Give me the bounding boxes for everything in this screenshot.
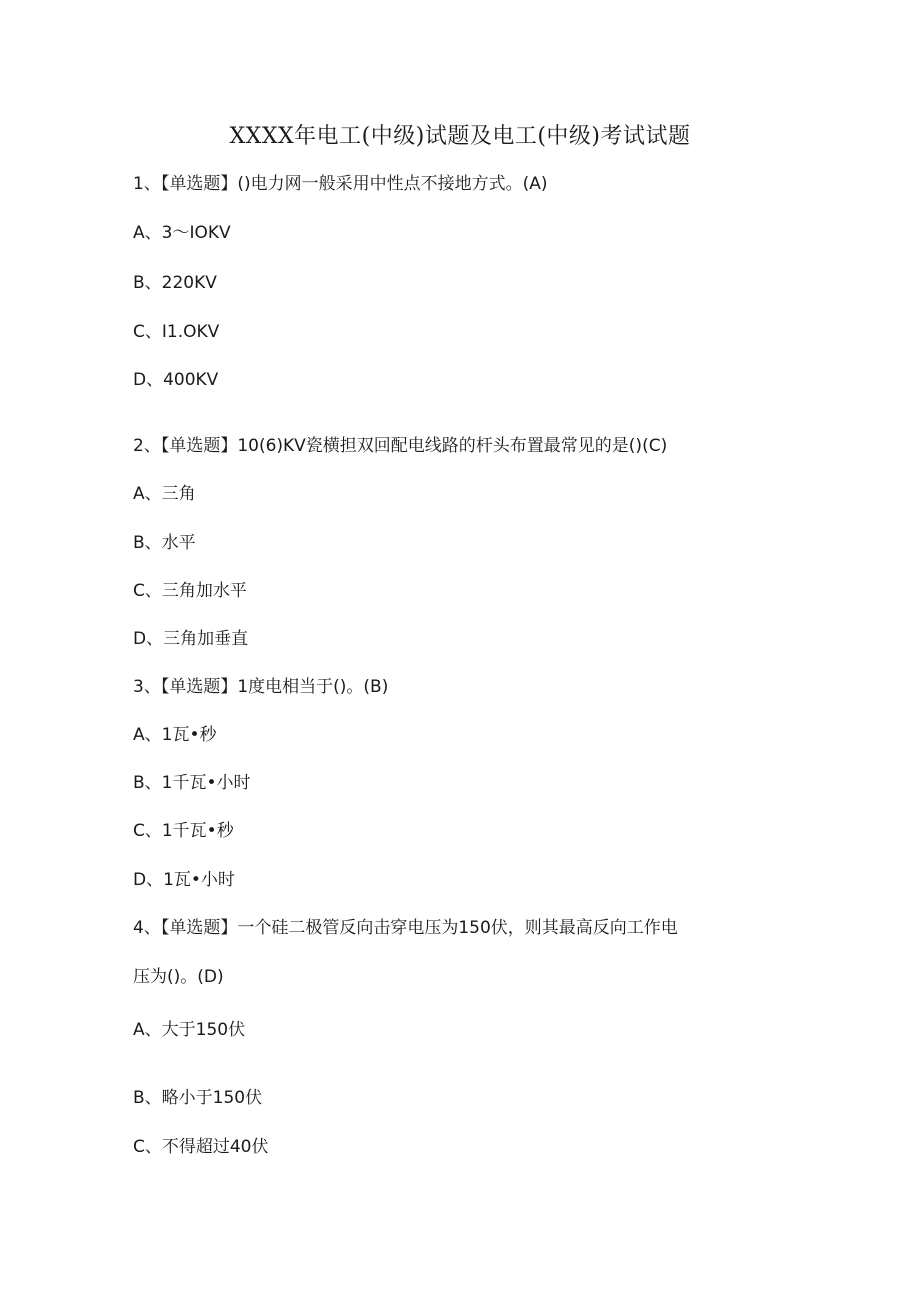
question-3-option-d: D、1瓦•小时 bbox=[133, 870, 235, 890]
question-1-option-b: B、220KV bbox=[133, 273, 217, 293]
question-1-stem: 1、【单选题】()电力网一般采用中性点不接地方式。(A) bbox=[133, 174, 548, 194]
question-1-option-a: A、3～IOKV bbox=[133, 223, 231, 243]
question-3-option-a: A、1瓦•秒 bbox=[133, 725, 217, 745]
question-4-option-b: B、略小于150伏 bbox=[133, 1088, 263, 1108]
question-4-stem-line-1: 4、【单选题】一个硅二极管反向击穿电压为150伏，则其最高反向工作电 bbox=[133, 918, 678, 938]
question-2-option-c: C、三角加水平 bbox=[133, 581, 247, 601]
question-3-option-c: C、1千瓦•秒 bbox=[133, 821, 234, 841]
question-2-stem: 2、【单选题】10(6)KV瓷横担双回配电线路的杆头布置最常见的是()(C) bbox=[133, 436, 668, 456]
question-3-stem: 3、【单选题】1度电相当于()。(B) bbox=[133, 677, 389, 697]
question-2-option-d: D、三角加垂直 bbox=[133, 629, 249, 649]
question-4-option-c: C、不得超过40伏 bbox=[133, 1137, 269, 1157]
question-3-option-b: B、1千瓦•小时 bbox=[133, 773, 251, 793]
question-2-option-a: A、三角 bbox=[133, 484, 196, 504]
question-4-stem-line-2: 压为()。(D) bbox=[133, 967, 224, 987]
question-4-option-a: A、大于150伏 bbox=[133, 1020, 246, 1040]
question-1-option-d: D、400KV bbox=[133, 370, 219, 390]
question-1-option-c: C、I1.OKV bbox=[133, 322, 220, 342]
document-title: XXXX年电工(中级)试题及电工(中级)考试试题 bbox=[229, 124, 691, 149]
question-2-option-b: B、水平 bbox=[133, 533, 196, 553]
